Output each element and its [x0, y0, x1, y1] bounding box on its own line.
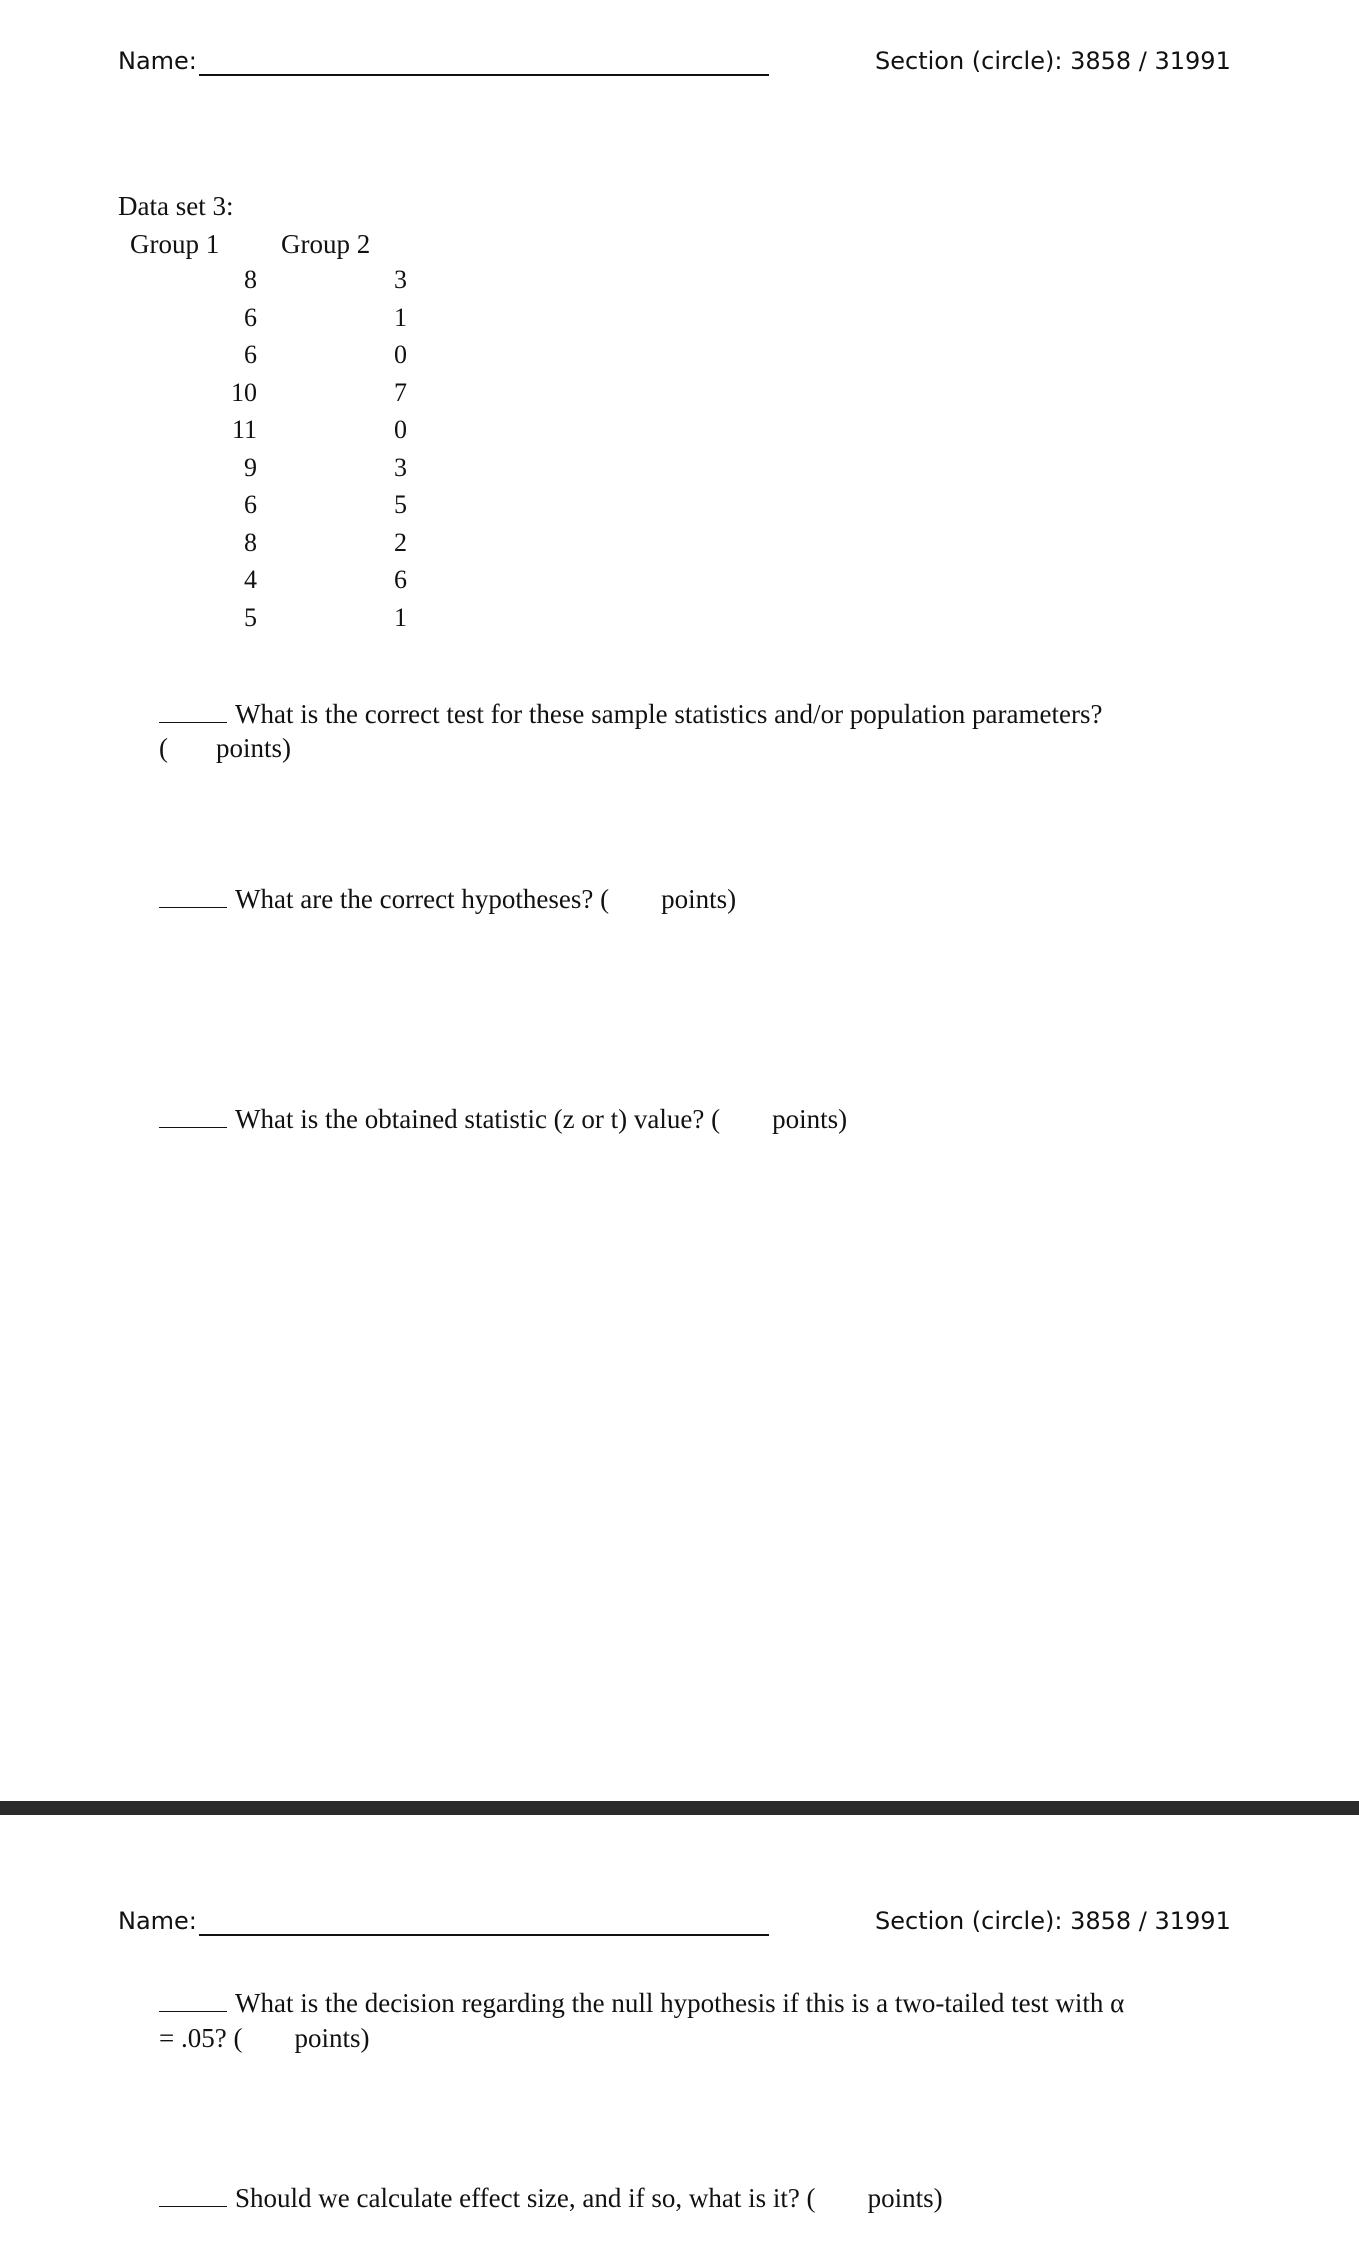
group1-value: 5 — [244, 602, 257, 632]
group2-value: 2 — [394, 527, 407, 557]
group2-value: 0 — [394, 340, 407, 369]
question-4-line-2 — [159, 2021, 369, 2055]
question-4 — [159, 1986, 1279, 2020]
group1-value: 6 — [244, 302, 257, 332]
group1-value: 10 — [231, 377, 257, 407]
group2-value: 7 — [394, 377, 407, 407]
answer-blank[interactable] — [159, 2184, 227, 2207]
question-1 — [159, 697, 1259, 731]
section-label-2: Section (circle): 3858 / 31991 — [875, 1907, 1231, 1935]
group2-value: 5 — [394, 490, 407, 519]
points-label: points) — [772, 1104, 848, 1134]
data-set-title: Data set 3: — [118, 191, 234, 221]
group2-value: 0 — [394, 415, 407, 444]
group2-value: 3 — [394, 452, 407, 482]
section-label: Section (circle): 3858 / 31991 — [875, 47, 1231, 75]
group1-value: 6 — [244, 340, 257, 369]
group1-value: 6 — [244, 490, 257, 519]
answer-blank[interactable] — [159, 700, 227, 723]
group1-header: Group 1 — [130, 229, 220, 259]
group1-value: 8 — [244, 265, 257, 294]
answer-blank[interactable] — [159, 885, 227, 908]
question-2 — [159, 882, 1259, 916]
name-label: Name: — [118, 47, 197, 75]
answer-blank[interactable] — [159, 1105, 227, 1128]
group2-column — [347, 261, 407, 636]
group2-value: 6 — [394, 565, 407, 594]
question-4-text: What is the decision regarding the null hypothesis if this is a two-tailed test with α — [235, 1988, 1125, 2018]
name-field-2[interactable] — [199, 1934, 769, 1936]
question-5 — [159, 2181, 1259, 2215]
question-4-alpha: = .05? ( — [159, 2023, 243, 2053]
group1-value: 11 — [231, 415, 257, 444]
points-open-paren: ( — [159, 733, 168, 763]
points-label: points) — [294, 2023, 370, 2053]
points-label: points) — [216, 733, 292, 763]
question-1-text: What is the correct test for these sample statistics and/or population parameters? — [235, 699, 1103, 729]
group1-value: 4 — [244, 565, 257, 594]
question-1-points-line — [159, 731, 291, 765]
page-divider — [0, 1801, 1359, 1815]
name-label-2: Name: — [118, 1907, 197, 1935]
points-label: points) — [661, 884, 737, 914]
group2-value: 1 — [394, 302, 407, 332]
points-label: points) — [867, 2183, 943, 2213]
group1-column — [197, 261, 257, 636]
question-3 — [159, 1102, 1259, 1136]
group1-value: 9 — [244, 452, 257, 482]
group2-value: 3 — [394, 265, 407, 294]
group1-value: 8 — [244, 527, 257, 557]
group2-value: 1 — [394, 602, 407, 632]
group2-header: Group 2 — [281, 229, 371, 259]
answer-blank[interactable] — [159, 1989, 227, 2012]
question-3-text: What is the obtained statistic (z or t) value? ( — [235, 1104, 721, 1134]
question-5-text: Should we calculate effect size, and if so, what is it? ( — [235, 2183, 816, 2213]
question-2-text: What are the correct hypotheses? ( — [235, 884, 610, 914]
name-field[interactable] — [199, 74, 769, 76]
